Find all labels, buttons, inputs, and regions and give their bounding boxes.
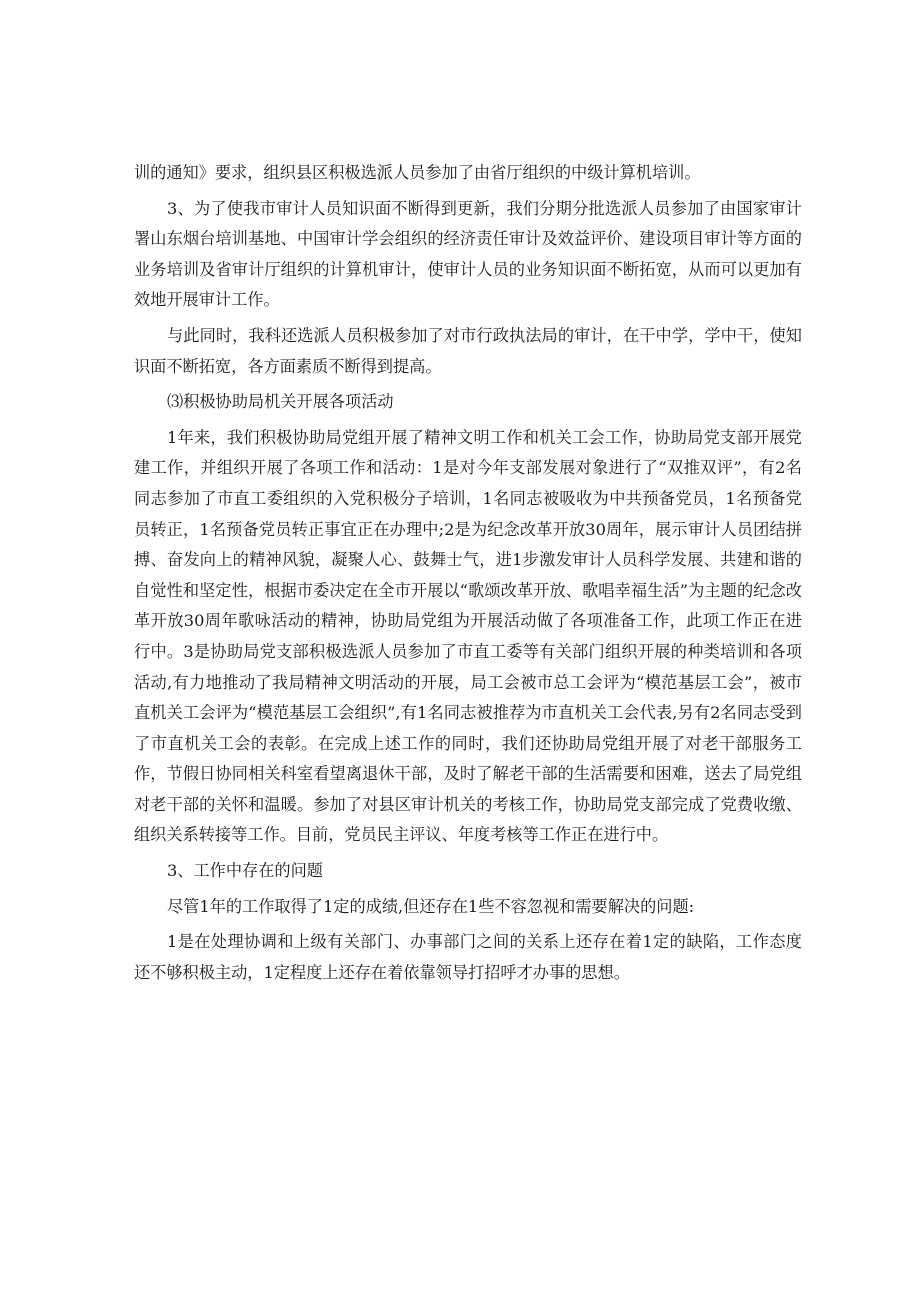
section-heading-activities: ⑶积极协助局机关开展各项活动 bbox=[167, 392, 394, 412]
paragraph-training-notice: 训的通知》要求，组织县区积极选派人员参加了由省厅组织的中级计算机培训。 bbox=[134, 163, 701, 182]
paragraph-knowledge-update: 3、为了使我市审计人员知识面不断得到更新，我们分期分批选派人员参加了由国家审计署山东烟台培训基地、中国审计学会组织的经济责任审计及效益评价、建设项目审计等方面的业务培训及省审计厅组织的计算机审计，使审计人员的业务知识面不断拓宽，从而可以更加有效地开展审计工作。 bbox=[134, 198, 802, 310]
paragraph-problem-one: 1是在处理协调和上级有关部门、办事部门之间的关系上还存在着1定的缺陷，工作态度还不够积极主动，1定程度上还存在着依靠领导打招呼才办事的思想。 bbox=[134, 932, 802, 982]
paragraph-problems-intro: 尽管1年的工作取得了1定的成绩,但还存在1些不容忽视和需要解决的问题: bbox=[167, 896, 695, 916]
paragraph-meanwhile: 与此同时，我科还选派人员积极参加了对市行政执法局的审计，在干中学，学中干，使知识面不断拓宽，各方面素质不断得到提高。 bbox=[134, 325, 802, 376]
document-body bbox=[134, 158, 802, 993]
paragraph-party-work: 1年来，我们积极协助局党组开展了精神文明工作和机关工会工作，协助局党支部开展党建工作，并组织开展了各项工作和活动：1是对今年支部发展对象进行了“双推双评”，有2名同志参加了市直工委组织的入党积极分子培训，1名同志被吸收为中共预备党员，1名预备党员转正，1名预备党员转正事宜正在办理中;2是为纪念改革开放30周年，展示审计人员团结拼搏、奋发向上的精神风貌，凝聚人心、鼓舞士气，进1步激发审计人员科学发展、共建和谐的自觉性和坚定性，根据市委决定在全市开展以“歌颂改革开放、歌唱幸福生活”为主题的纪念改革开放30周年歌咏活动的精神，协助局党组为开展活动做了各项准备工作，此项工作正在进行中。3是协助局党支部积极选派人员参加了市直工委等有关部门组织开展的种类培训和各项活动,有力地推动了我局精神文明活动的开展，局工会被市总工会评为“模范基层工会”，被市直机关工会评为“模范基层工会组织”,有1名同志被推荐为市直机关工会代表,另有2名同志受到了市直机关工会的表彰。在完成上述工作的同时，我们还协助局党组开展了对老干部服务工作，节假日协同相关科室看望离退休干部，及时了解老干部的生活需要和困难，送去了局党组对老干部的关怀和温暖。参加了对县区审计机关的考核工作，协助局党支部完成了党费收缴、组织关系转接等工作。目前，党员民主评议、年度考核等工作正在进行中。 bbox=[134, 427, 802, 845]
section-heading-problems: 3、工作中存在的问题 bbox=[167, 861, 323, 881]
